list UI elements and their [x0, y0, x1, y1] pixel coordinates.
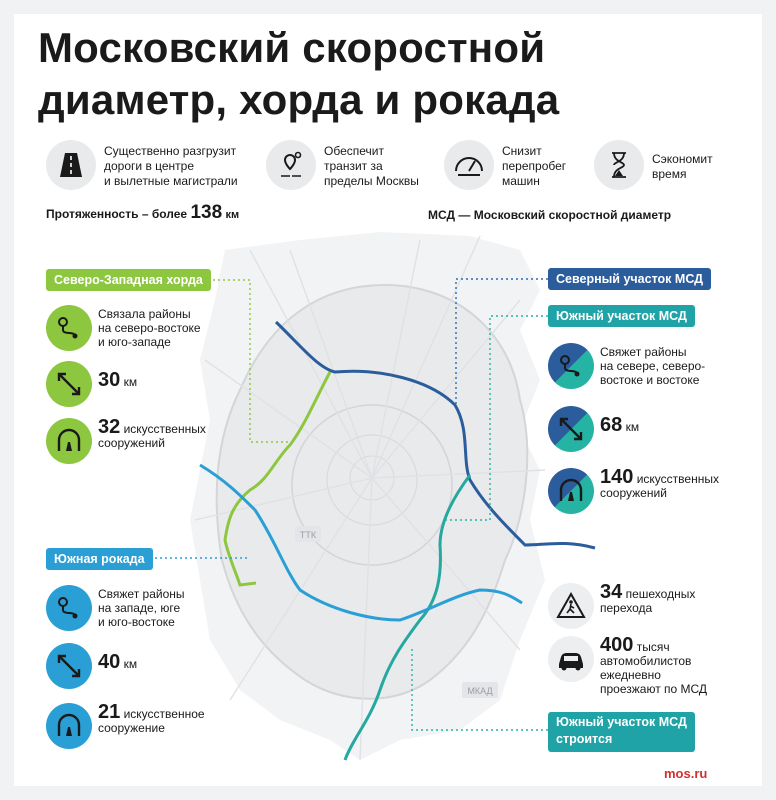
stat-text-line: востоке и востоке	[600, 373, 700, 387]
msd-length-unit: км	[625, 420, 640, 434]
total-length-value: 138	[190, 202, 223, 223]
pedestrian-crossing-icon	[548, 583, 594, 629]
total-length-unit: км	[225, 209, 240, 221]
stat-text-line: сооружений	[600, 486, 667, 500]
stat-text-line: искусственное	[123, 707, 205, 721]
diagonal-arrows-icon	[46, 361, 92, 407]
title-line-2: диаметр, хорда и рокада	[38, 76, 560, 123]
diagonal-arrows-icon	[548, 406, 594, 452]
south-rokada-length-unit: км	[123, 657, 138, 671]
msd-structures-value: 140	[600, 466, 634, 488]
south-rokada-structures-value: 21	[98, 701, 121, 723]
stat-text-line: проезжают по МСД	[600, 682, 708, 696]
stat-text-line: автомобилистов	[600, 654, 692, 668]
route-pins-icon	[46, 585, 92, 631]
route-pins-icon	[548, 343, 594, 389]
stat-text-line: тысяч	[636, 640, 670, 654]
stat-text-line: перехода	[600, 601, 653, 615]
feature-text-line: Снизит	[502, 144, 542, 158]
msd-cars-value: 400	[600, 634, 634, 656]
msd-south-build-line: строится	[556, 732, 613, 746]
south-rokada-length-value: 40	[98, 651, 121, 673]
map-pins-icon	[266, 140, 316, 190]
stat-text-line: искусственных	[636, 472, 719, 486]
diagonal-arrows-icon	[46, 643, 92, 689]
feature-text-line: транзит за	[324, 159, 383, 173]
stat-text-line: Связала районы	[98, 307, 191, 321]
feature-text-line: и вылетные магистрали	[104, 174, 238, 188]
msd-crossings-value: 34	[600, 581, 623, 603]
ttk-map-label: ТТК	[299, 530, 317, 540]
feature-text-line: Существенно разгрузит	[104, 144, 237, 158]
stat-text-line: на западе, юге	[98, 601, 181, 615]
page-title	[38, 22, 559, 126]
stat-text-line: Свяжет районы	[98, 587, 185, 601]
nw-chord-length-value: 30	[98, 369, 121, 391]
total-length	[46, 202, 239, 224]
feature-text-line: дороги в центре	[104, 159, 195, 173]
stat-text-line: ежедневно	[600, 668, 661, 682]
mkad-map-label: МКАД	[467, 686, 493, 696]
stat-text-line: искусственных	[123, 422, 206, 436]
feature-text-line: Обеспечит	[324, 144, 384, 158]
feature-text-line: время	[652, 167, 687, 181]
tunnel-icon	[46, 703, 92, 749]
stat-text-line: и юго-востоке	[98, 615, 175, 629]
stat-text-line: сооружение	[98, 721, 165, 735]
mos-ru-logo: mos.ru	[664, 766, 708, 781]
stat-text-line: на северо-востоке	[98, 321, 201, 335]
msd-length-value: 68	[600, 414, 623, 436]
tunnel-icon	[548, 468, 594, 514]
nw-chord-length-unit: км	[123, 375, 138, 389]
msd-south-build-label	[548, 712, 695, 752]
msd-south-build-line: Южный участок МСД	[556, 715, 687, 729]
speedometer-icon	[444, 140, 494, 190]
tunnel-icon	[46, 418, 92, 464]
feature-text-line: машин	[502, 174, 540, 188]
south-rokada-label: Южная рокада	[46, 548, 153, 570]
stat-text-line: пешеходных	[625, 587, 696, 601]
hourglass-icon	[594, 140, 644, 190]
stat-text-line: сооружений	[98, 436, 165, 450]
nw-chord-structures-value: 32	[98, 416, 121, 438]
car-icon	[548, 636, 594, 682]
stat-text-line: на севере, северо-	[600, 359, 706, 373]
feature-text-line: пределы Москвы	[324, 174, 419, 188]
nw-chord-label: Северо-Западная хорда	[46, 269, 211, 291]
stat-text-line: и юго-западе	[98, 335, 171, 349]
road-icon	[46, 140, 96, 190]
msd-south-label: Южный участок МСД	[548, 305, 695, 327]
feature-text-line: перепробег	[502, 159, 567, 173]
msd-north-label: Северный участок МСД	[548, 268, 711, 290]
stat-text-line: Свяжет районы	[600, 345, 687, 359]
msd-definition: МСД — Московский скоростной диаметр	[428, 208, 672, 222]
title-line-1: Московский скоростной	[38, 24, 546, 71]
route-pins-icon	[46, 305, 92, 351]
total-length-prefix: Протяженность – более	[46, 207, 188, 221]
feature-text-line: Сэкономит	[652, 152, 713, 166]
